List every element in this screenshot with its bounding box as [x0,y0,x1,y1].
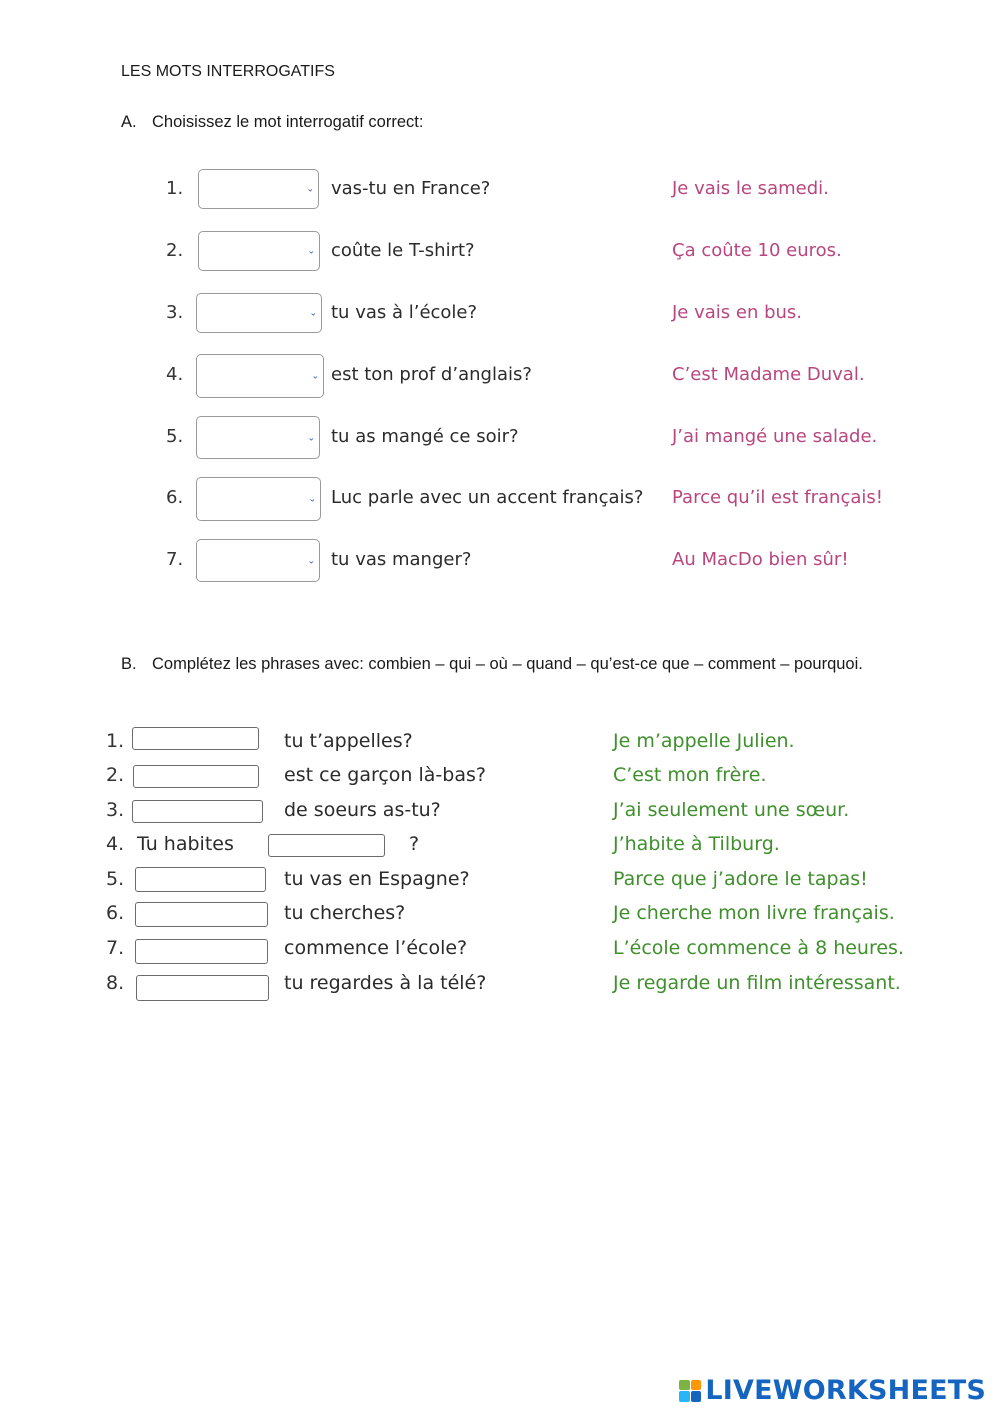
section-a-row-number: 1. [166,178,184,199]
section-b-question: commence l’école? [284,937,468,959]
section-b-row-number: 5. [106,868,125,890]
section-a-answer: Au MacDo bien sûr! [672,549,849,570]
answer-dropdown-5[interactable] [196,416,320,459]
answer-input-2[interactable] [133,765,259,788]
liveworksheets-logo[interactable] [679,1375,986,1406]
section-b-question: de soeurs as-tu? [284,799,441,821]
answer-dropdown-7[interactable] [196,539,320,582]
section-b-instruction: Complétez les phrases avec: combien – qui – où – quand – qu’est-ce que – comment – pourquoi. [152,655,863,673]
section-a-row-number: 3. [166,302,184,323]
section-b-answer: Je regarde un film intéressant. [613,972,901,994]
answer-dropdown-6[interactable] [196,477,321,521]
section-a-answer: Je vais en bus. [672,302,803,323]
answer-dropdown-4[interactable] [196,354,324,398]
chevron-down-icon: ⌄ [309,307,317,318]
section-b-question: ? [409,833,420,855]
section-b-letter: B. [121,655,137,673]
liveworksheets-logo-icon [679,1380,701,1402]
answer-input-6[interactable] [135,902,268,927]
section-a-question: tu vas manger? [331,549,472,570]
chevron-down-icon: ⌄ [307,554,315,565]
section-a-question: tu vas à l’école? [331,302,478,323]
answer-dropdown-3[interactable] [196,293,322,333]
answer-dropdown-2[interactable] [198,231,320,271]
section-a-instruction: Choisissez le mot interrogatif correct: [152,113,424,131]
answer-input-5[interactable] [135,867,266,892]
section-b-heading [121,655,863,674]
section-b-answer: J’habite à Tilburg. [613,833,780,855]
section-b-question: tu cherches? [284,902,406,924]
section-b-row-number: 8. [106,972,125,994]
answer-input-1[interactable] [132,727,259,750]
section-a-answer: Parce qu’il est français! [672,487,883,508]
section-a-question: Luc parle avec un accent français? [331,487,644,508]
section-b-question: tu t’appelles? [284,730,413,752]
chevron-down-icon: ⌄ [308,493,316,504]
section-b-answer: Je m’appelle Julien. [613,730,795,752]
answer-input-7[interactable] [135,939,268,964]
section-b-row-number: 2. [106,764,125,786]
section-a-answer: C’est Madame Duval. [672,364,865,385]
answer-input-3[interactable] [132,800,263,823]
section-a-question: coûte le T-shirt? [331,240,475,261]
section-b-question: tu regardes à la télé? [284,972,487,994]
section-a-row-number: 2. [166,240,184,261]
section-b-row-number: 4. [106,833,125,855]
section-a-question: est ton prof d’anglais? [331,364,532,385]
section-b-row-number: 3. [106,799,125,821]
section-b-prefix: Tu habites [137,833,234,855]
section-b-question: est ce garçon là-bas? [284,764,486,786]
chevron-down-icon: ⌄ [306,183,314,194]
section-a-answer: J’ai mangé une salade. [672,426,878,447]
answer-input-8[interactable] [136,975,269,1001]
chevron-down-icon: ⌄ [307,245,315,256]
section-b-answer: Je cherche mon livre français. [613,902,895,924]
section-a-question: tu as mangé ce soir? [331,426,519,447]
chevron-down-icon: ⌄ [311,370,319,381]
section-a-question: vas-tu en France? [331,178,491,199]
document-title: LES MOTS INTERROGATIFS [121,63,335,80]
answer-dropdown-1[interactable] [198,169,319,209]
section-b-row-number: 6. [106,902,125,924]
section-a-row-number: 5. [166,426,184,447]
section-b-answer: Parce que j’adore le tapas! [613,868,868,890]
section-b-row-number: 7. [106,937,125,959]
section-a-row-number: 4. [166,364,184,385]
section-a-answer: Ça coûte 10 euros. [672,240,842,261]
section-a-answer: Je vais le samedi. [672,178,829,199]
section-a-row-number: 6. [166,487,184,508]
section-b-answer: J’ai seulement une sœur. [613,799,850,821]
section-b-question: tu vas en Espagne? [284,868,470,890]
section-b-answer: L’école commence à 8 heures. [613,937,904,959]
section-b-answer: C’est mon frère. [613,764,767,786]
liveworksheets-logo-text: LIVEWORKSHEETS [705,1375,986,1406]
section-a-heading [121,113,423,132]
section-b-row-number: 1. [106,730,125,752]
section-a-row-number: 7. [166,549,184,570]
chevron-down-icon: ⌄ [307,431,315,442]
answer-input-4[interactable] [268,834,385,857]
section-a-letter: A. [121,113,137,131]
